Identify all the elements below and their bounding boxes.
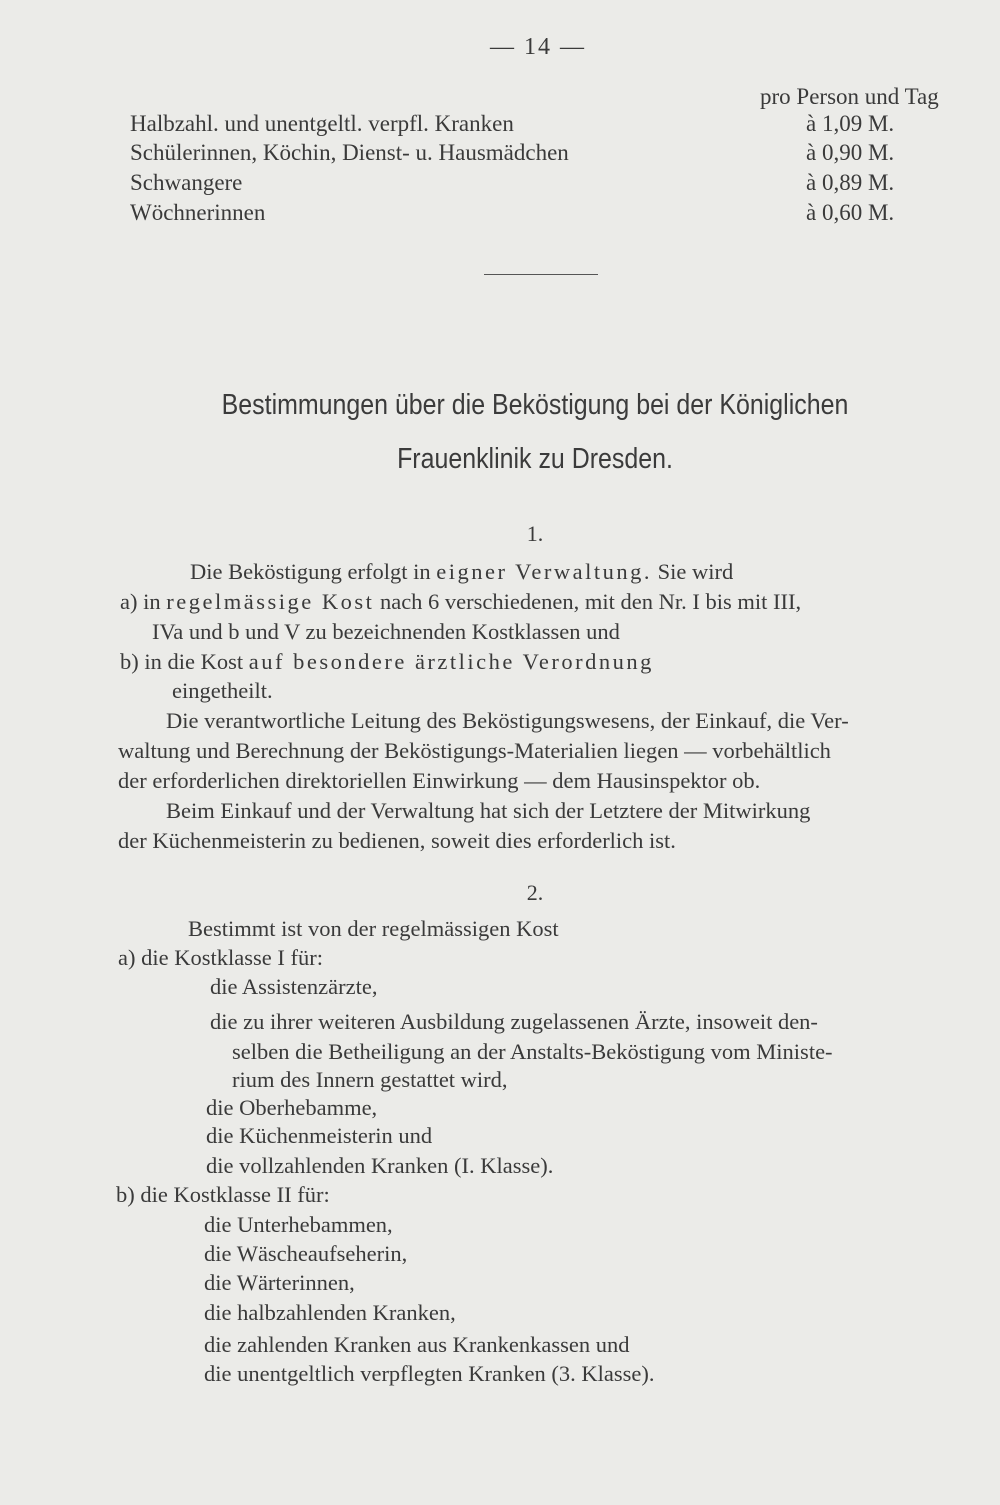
list-item: die Oberhebamme, [206, 1095, 378, 1120]
paragraph-line: Beim Einkauf und der Verwaltung hat sich der Letztere der Mitwirkung [166, 798, 811, 823]
rate-label: Wöchnerinnen [130, 200, 266, 225]
list-item-a: a) die Kostklasse I für: [118, 945, 323, 970]
text-span: nach 6 verschiedenen, mit den Nr. I bis mit III, [374, 589, 802, 614]
list-item-a [120, 587, 801, 617]
rate-row [130, 200, 895, 226]
spaced-text: auf besondere ärztliche Verordnung [248, 649, 654, 674]
list-item-b [120, 647, 654, 677]
heading-line-2: Frauenklinik zu Dresden. [397, 443, 673, 475]
heading-line-1: Bestimmungen über die Beköstigung bei der Königlichen [221, 389, 849, 421]
rate-price: à 0,60 M. [806, 200, 895, 225]
rate-price: à 1,09 M. [806, 111, 895, 136]
text-span: a) in [120, 589, 167, 614]
list-item-continued: selben die Betheiligung an der Anstalts-Beköstigung vom Ministe- [232, 1039, 833, 1064]
rate-label: Schwangere [130, 170, 243, 195]
text-span: Die Beköstigung erfolgt in [190, 559, 437, 584]
rate-table-header: pro Person und Tag [760, 84, 939, 109]
list-item-b: b) die Kostklasse II für: [116, 1182, 330, 1207]
text-span: Sie wird [652, 559, 734, 584]
paragraph-line: der Küchenmeisterin zu bedienen, soweit dies erforderlich ist. [118, 828, 676, 853]
list-item: die Assistenzärzte, [210, 974, 378, 999]
list-item: die vollzahlenden Kranken (I. Klasse). [206, 1153, 554, 1178]
rate-label: Schülerinnen, Köchin, Dienst- u. Hausmädchen [130, 140, 569, 165]
spaced-text: eigner Verwaltung. [436, 559, 653, 584]
section-number: 2. [526, 880, 544, 905]
list-item: die Unterhebammen, [204, 1212, 393, 1237]
list-item: die zahlenden Kranken aus Krankenkassen und [204, 1332, 630, 1357]
paragraph-line: waltung und Berechnung der Beköstigungs-Materialien liegen — vorbehältlich [118, 738, 831, 763]
text-span: b) in die Kost [120, 649, 249, 674]
rate-price: à 0,90 M. [806, 140, 895, 165]
page-number: — 14 — [490, 34, 586, 60]
list-item: die Küchenmeisterin und [206, 1123, 433, 1148]
rate-row [130, 170, 895, 196]
rate-row [130, 111, 895, 137]
list-item: die halbzahlenden Kranken, [204, 1300, 456, 1325]
list-item-b-continued: eingetheilt. [172, 678, 273, 703]
separator-rule [484, 274, 598, 275]
section-number: 1. [526, 521, 544, 546]
spaced-text: regelmässige Kost [166, 589, 375, 614]
paragraph-line: Bestimmt ist von der regelmässigen Kost [188, 916, 559, 941]
paragraph-line: der erforderlichen direktoriellen Einwirkung — dem Hausinspektor ob. [118, 768, 761, 793]
rate-label: Halbzahl. und unentgeltl. verpfl. Kranken [130, 111, 514, 136]
paragraph-line: Die verantwortliche Leitung des Beköstigungswesens, der Einkauf, die Ver- [166, 708, 849, 733]
list-item: die zu ihrer weiteren Ausbildung zugelassenen Ärzte, insoweit den- [210, 1009, 818, 1034]
rate-price: à 0,89 M. [806, 170, 895, 195]
list-item-a-continued: IVa und b und V zu bezeichnenden Kostklassen und [152, 619, 620, 644]
list-item: die Wäscheaufseherin, [204, 1241, 408, 1266]
rate-row [130, 140, 895, 166]
list-item: die unentgeltlich verpflegten Kranken (3. Klasse). [204, 1361, 655, 1386]
list-item-continued: rium des Innern gestattet wird, [232, 1067, 508, 1092]
paragraph-line [190, 557, 733, 587]
list-item: die Wärterinnen, [204, 1270, 355, 1295]
